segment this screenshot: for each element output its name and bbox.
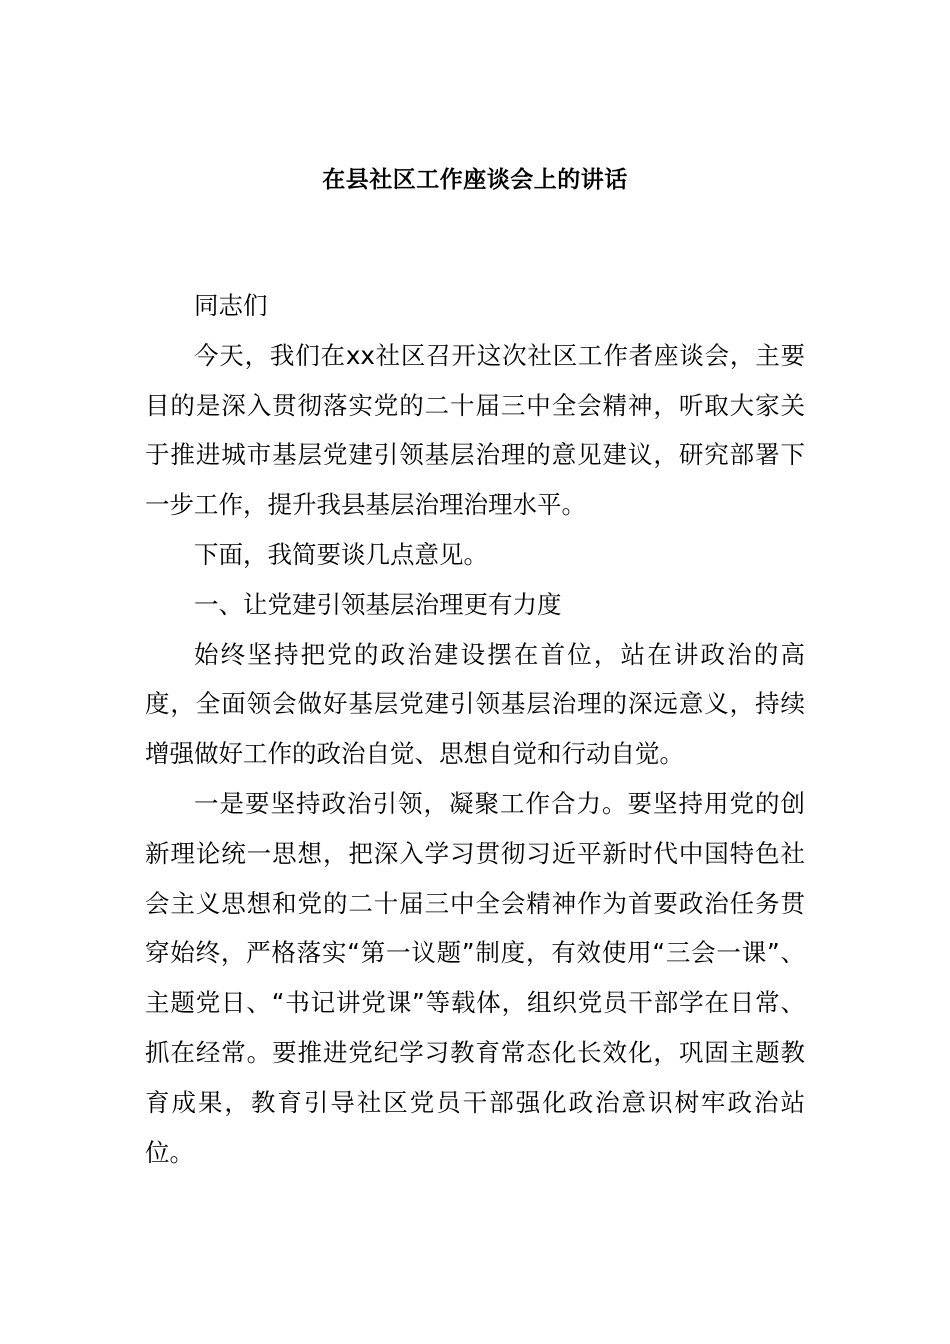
paragraph-section-1: 始终坚持把党的政治建设摆在首位，站在讲政治的高度，全面领会做好基层党建引领基层治理的深远意义，持续增强做好工作的政治自觉、思想自觉和行动自觉。: [145, 639, 805, 769]
salutation: 同志们: [194, 291, 268, 320]
paragraph-point-1: 一是要坚持政治引领，凝聚工作合力。要坚持用党的创新理论统一思想，把深入学习贯彻习近平新时代中国特色社会主义思想和党的二十届三中全会精神作为首要政治任务贯穿始终，严格落实“第一议题”制度，有效使用“三会一课”、主题党日、“书记讲党课”等载体，组织党员干部学在日常、抓在经常。要推进党纪学习教育常态化长效化，巩固主题教育成果，教育引导社区党员干部强化政治意识树牢政治站位。: [145, 788, 805, 1167]
section-heading-1: 一、让党建引领基层治理更有力度: [194, 589, 562, 619]
paragraph-intro: 今天，我们在xx社区召开这次社区工作者座谈会，主要目的是深入贯彻落实党的二十届三中全会精神，听取大家关于推进城市基层党建引领基层治理的意见建议，研究部署下一步工作，提升我县基层治理治理水平。: [145, 340, 805, 520]
paragraph-transition: 下面，我简要谈几点意见。: [194, 539, 488, 569]
document-title: 在县社区工作座谈会上的讲话: [322, 167, 628, 193]
document-body: [145, 281, 805, 1177]
